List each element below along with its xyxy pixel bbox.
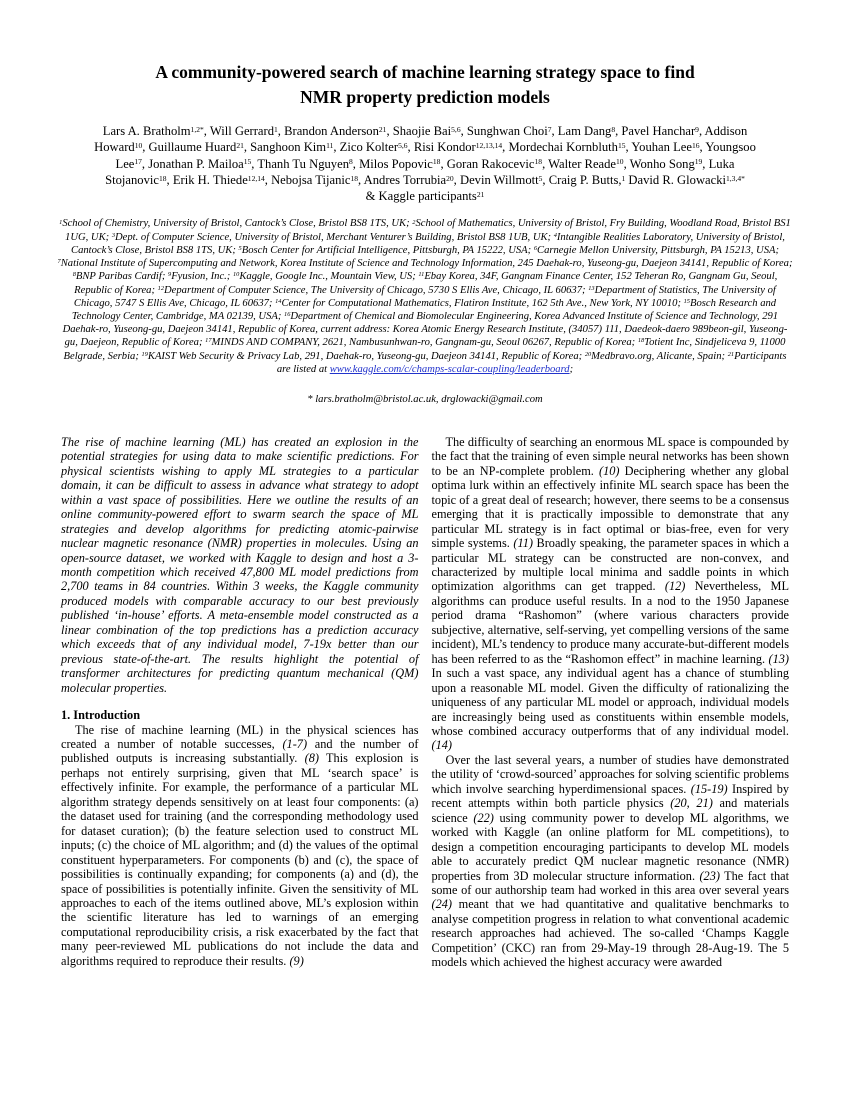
affiliation-superscript: 1,2* bbox=[190, 124, 204, 134]
affiliation-superscript: 21 bbox=[378, 124, 387, 134]
affiliation-superscript: 18 bbox=[637, 337, 645, 345]
affiliation-superscript: 18 bbox=[534, 157, 543, 167]
affiliation-superscript: 15 bbox=[243, 157, 252, 167]
affiliation-superscript: 10 bbox=[232, 271, 240, 279]
affiliation-superscript: 8 bbox=[72, 271, 76, 279]
affiliation-superscript: 18 bbox=[432, 157, 441, 167]
correspondence-emails: * lars.bratholm@bristol.ac.uk, drglowacki@gmail.com bbox=[307, 393, 543, 405]
affiliation-superscript: 11 bbox=[326, 140, 334, 150]
affiliation-superscript: 13 bbox=[588, 284, 595, 292]
body-paragraph: Over the last several years, a number of studies have demonstrated the utility of ‘crowd-sourced’ approaches for solving scientific problems which involve searching hyperdimensional spaces. (15-19) Inspired by recent attempts within both particle physics (20, 21) and materials science (22) using community power to develop ML algorithms, we worked with Kaggle (an online platform for ML competitions), to design a competition encouraging participants to develop ML models able to accurately predict QM nuclear magnetic resonance (NMR) properties from 3D molecular structure information. (23) The fact that some of our authorship team had worked in this area over several years (24) meant that we had quantitative and qualitative benchmarks to analyse competition progress in relation to what conventional academic research approaches had achieved. The so-called ‘Champs Kaggle Competition’ (CKC) ran from 29-May-19 through 28-Aug-19. The 5 models which achieved the highest accuracy were awarded bbox=[431, 752, 789, 970]
affiliation-superscript: 7 bbox=[547, 124, 552, 134]
affiliation-superscript: 12 bbox=[157, 284, 164, 292]
affiliation-superscript: 10 bbox=[616, 157, 624, 167]
affiliation-superscript: 21 bbox=[236, 140, 244, 150]
affiliation-superscript: 5,6 bbox=[451, 124, 461, 134]
affiliation-superscript: 5,6 bbox=[398, 140, 408, 150]
affiliation-superscript: 17 bbox=[205, 337, 212, 345]
affiliation-superscript: 15 bbox=[683, 297, 690, 305]
affiliation-superscript: 7 bbox=[57, 258, 61, 266]
affiliation-superscript: 1 bbox=[621, 173, 626, 183]
affiliation-superscript: 12,14 bbox=[247, 173, 265, 183]
affiliation-superscript: 10 bbox=[134, 140, 143, 150]
affiliation-superscript: 8 bbox=[611, 124, 616, 134]
affiliation-superscript: 9 bbox=[695, 124, 699, 134]
paper-title bbox=[0, 0, 850, 110]
affiliation-superscript: 5 bbox=[538, 173, 543, 183]
affiliation-superscript: 3 bbox=[111, 231, 116, 239]
paper-title-line2: NMR property prediction models bbox=[300, 87, 550, 107]
affiliation-superscript: 17 bbox=[134, 157, 142, 167]
affiliation-superscript: 21 bbox=[727, 350, 735, 358]
left-column bbox=[61, 435, 419, 970]
abstract-paragraph: The rise of machine learning (ML) has created an explosion in the potential strategies for using data to make scientific predictions. For physical scientists wishing to apply ML strategies to a particular domain, it can be difficult to assess in advance what strategy to adopt within a vast space of possibilities. Here we outline the results of an online community-powered effort to swarm search the space of ML strategies and develop algorithms for predicting atomic-pairwise nuclear magnetic resonance (NMR) properties in molecules. Using an open-source dataset, we worked with Kaggle to design and host a 3-month competition which received 47,800 ML model predictions from 2,700 teams in 84 countries. Within 3 weeks, the Kaggle community produced models with comparable accuracy to our best previously published ‘in-house’ efforts. A meta-ensemble model constructed as a linear combination of the top predictions has a prediction accuracy which exceeds that of any individual model, 7-19x better than our previous state-of-the-art. The results highlight the potential of transformer architectures for predicting quantum mechanical (QM) molecular properties. bbox=[61, 434, 419, 695]
affiliation-superscript: 2 bbox=[412, 218, 416, 226]
affiliation-superscript: 6 bbox=[533, 245, 538, 253]
affiliation-superscript: 19 bbox=[694, 157, 703, 167]
affiliation-superscript: 20 bbox=[446, 173, 454, 183]
affiliation-superscript: 15 bbox=[617, 140, 626, 150]
affiliation-superscript: 1 bbox=[59, 218, 63, 226]
affiliation-superscript: 16 bbox=[691, 140, 700, 150]
body-paragraph: The difficulty of searching an enormous ML space is compounded by the fact that the training of even simple neural networks has been shown to be an NP-complete problem. (10) Deciphering whether any global optima lurk within an effectively infinite ML search space has been the topic of a great deal of research; however, there seems to be a consensus emerging that it is practically impossible to demonstrate that any particular ML strategy is in fact optimal or bias-free, even for very simple systems. (11) Broadly speaking, the parameter spaces in which a particular ML strategy can be constructed are non-convex, and characterized by multiple local minima and saddle points in which optimization algorithms can get trapped. (12) Nevertheless, ML algorithms can produce useful results. In a nod to the 1950 Japanese period drama “Rashomon” (where various characters provide subjective, alternative, self-serving, yet compelling versions of the same incident), ML’s tendency to produce many accurate-but-different models has been referred to as the “Rashomon effect” in machine learning. (13) In such a vast space, any individual agent has a chance of stumbling upon a reasonable ML model. Given the difficulty of rationalizing the uniqueness of any particular ML model or approach, individual models are increasingly being used as constituents within ensemble models, whose combined accuracy outperforms that of any individual model. (14) bbox=[431, 434, 789, 753]
paper-title-line1: A community-powered search of machine learning strategy space to find bbox=[155, 62, 695, 82]
affiliation-superscript: 8 bbox=[349, 157, 353, 167]
affiliation-superscript: 1 bbox=[274, 124, 278, 134]
body-paragraph: The rise of machine learning (ML) in the physical sciences has created a number of notable successes, (1-7) and the number of published outputs is increasing substantially. (8) This explosion is perhaps not entirely surprising, given that ML ‘search space’ is effectively infinite. For example, the performance of a particular ML algorithm strategy depends sensitively on at least four components: (a) the dataset used for training (and the corresponding methodology used for dataset curation); (b) the feature selection used to construct ML inputs; (c) the choice of ML algorithm; and (d) the values of the optimal constituent hyperparameters. For components (b) and (c), the space of possibilities is continually expanding; for components (a) and (d), the space of possibilities is potentially infinite. Given the sensitivity of ML approaches to each of the items outlined above, ML’s explosion within the scientific literature has led to warnings of an emerging computational reproducibility crisis, a risk exacerbated by the fact that many peer-reviewed ML publications do not include the data and algorithms required to reproduce their results. (9) bbox=[61, 722, 419, 968]
affiliation-superscript: 20 bbox=[584, 350, 592, 358]
right-column bbox=[432, 435, 790, 970]
affiliation-superscript: 14 bbox=[275, 297, 282, 305]
affiliations: $^1$School of Chemistry, University of Bristol, Cantock’s Close, Bristol BS8 1TS, UK; $^2$School of Mathematics, University of Bristol, Fry Building, Woodland Road, Bristol BS1 1UG, UK; $^3$Dept. of Computer Science, University of Bristol, Merchant Venturer’s Building, Bristol BS8 1UB, UK; $^4$Intangible Realities Laboratory, University of Bristol, Cantock’s Close, Bristol BS8 1TS, UK; $^5$Bosch Center for Artificial Intelligence, Pittsburgh, PA 15222, USA; $^6$Carnegie Mellon University, Pittsburgh, PA 15213, USA; $^7$National Institute of Supercomputing and Network, Korea Institute of Science and Technology Information, 245 Daehak-ro, Yuseong-gu, Daejeon 34141, Republic of Korea; $^8$BNP Paribas Cardif; $^9$Fyusion, Inc.; $^{10}$Kaggle, Google Inc., Mountain View, US; $^{11}$Ebay Korea, 34F, Gangnam Finance Center, 152 Teheran Ro, Gangnam Gu, Seoul, Republic of Korea; $^{12}$Department of Computer Science, The University of Chicago, 5730 S Ellis Ave, Chicago, IL 60637; $^{13}$Department of Statistics, The University of Chicago, 5747 S Ellis Ave, Chicago, IL 60637; $^{14}$Center for Computational Mathematics, Flatiron Institute, 162 5th Ave., New York, NY 10010; $^{15}$Bosch Research and Technology Center, Cambridge, MA 02139, USA; $^{16}$Department of Chemical and Biomolecular Engineering, Korea Advanced Institute of Science and Technology, 291 Daehak-ro, Yuseong-gu, Daejeon 34141, Republic of Korea, current address: Korea Atomic Energy Research Institute, (34057) 111, Daedeok-daero 989beon-gil, Yuseong-gu, Daejeon, Republic of Korea; $^{17}$MINDS AND COMPANY, 2621, Nambusunhwan-ro, Gangnam-gu, Seoul 06267, Republic of Korea; $^{18}$Totient Inc, Sindjeliceva 9, 11000 Belgrade, Serbia; $^{19}$KAIST Web Security & Privacy Lab, 291, Daehak-ro, Yuseong-gu, Daejeon 34141, Republic of Korea; $^{20}$Medbravo.org, Alicante, Spain; $^{21}$Participants are listed at www.kaggle.com/c/champs-scalar-coupling/leaderboard; bbox=[57, 218, 793, 375]
leaderboard-link[interactable]: www.kaggle.com/c/champs-scalar-coupling/leaderboard bbox=[329, 363, 570, 375]
affiliation-superscript: 4 bbox=[553, 231, 557, 239]
affiliation-superscript: 1,3,4* bbox=[726, 173, 745, 183]
body-columns bbox=[0, 435, 850, 970]
affiliation-superscript: 9 bbox=[168, 271, 172, 279]
affiliation-superscript: 19 bbox=[141, 350, 148, 358]
affiliation-superscript: 5 bbox=[238, 245, 242, 253]
affiliation-superscript: 18 bbox=[158, 173, 167, 183]
author-list: Lars A. Bratholm$^{1,2*}$, Will Gerrard$^1$, Brandon Anderson$^{21}$, Shaojie Bai$^{5,6}$, Sunghwan Choi$^7$, Lam Dang$^8$, Pavel Hanchar$^9$, Addison Howard$^{10}$, Guillaume Huard$^{21}$, Sanghoon Kim$^{11}$, Zico Kolter$^{5,6}$, Risi Kondor$^{12,13,14}$, Mordechai Kornbluth$^{15}$, Youhan Lee$^{16}$, Youngsoo Lee$^{17}$, Jonathan P. Mailoa$^{15}$, Thanh Tu Nguyen$^8$, Milos Popovic$^{18}$, Goran Rakocevic$^{18}$, Walter Reade$^{10}$, Wonho Song$^{19}$, Luka Stojanovic$^{18}$, Erik H. Thiede$^{12,14}$, Nebojsa Tijanic$^{18}$, Andres Torrubia$^{20}$, Devin Willmott$^5$, Craig P. Butts,$^1$ David R. Glowacki$^{1,3,4*}$ & Kaggle participants$^{21}$ bbox=[94, 124, 756, 204]
affiliation-superscript: 18 bbox=[350, 173, 359, 183]
affiliation-superscript: 16 bbox=[284, 311, 291, 319]
affiliation-superscript: 12,13,14 bbox=[475, 140, 503, 150]
section-heading: 1. Introduction bbox=[61, 708, 141, 723]
affiliation-superscript: 11 bbox=[418, 271, 425, 279]
affiliation-superscript: 21 bbox=[476, 189, 485, 199]
